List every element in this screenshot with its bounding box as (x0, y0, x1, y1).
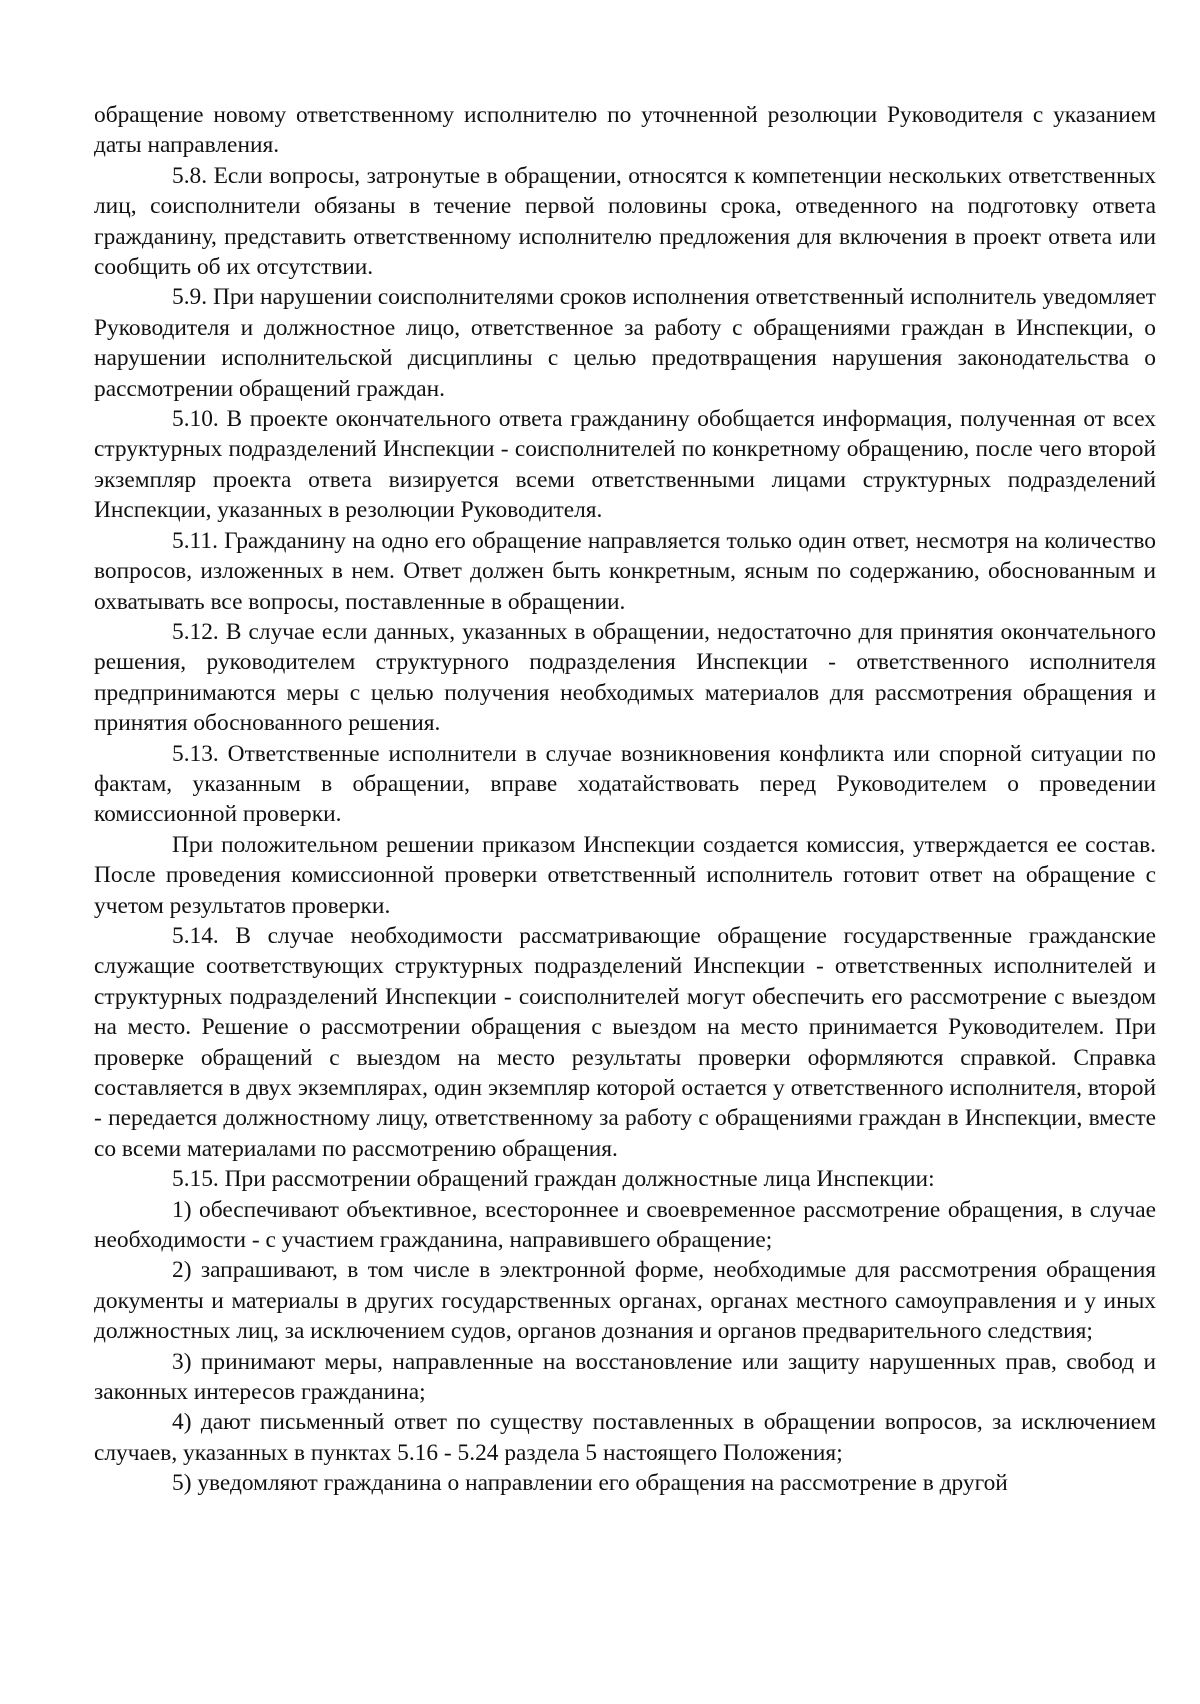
paragraph-5-8: 5.8. Если вопросы, затронутые в обращении, относятся к компетенции нескольких ответственных лиц, соисполнители обязаны в течение первой половины срока, отведенного на подготовку ответа гражданину, представить ответственному исполнителю предложения для включения в проект ответа или сообщить об их отсутствии. (94, 162, 1156, 281)
list-item-2: 2) запрашивают, в том числе в электронной форме, необходимые для рассмотрения обращения документы и материалы в других государственных органах, органах местного самоуправления и у иных должностных лиц, за исключением судов, органов дознания и органов предварительного следствия; (94, 1257, 1156, 1345)
list-item-4: 4) дают письменный ответ по существу поставленных в обращении вопросов, за исключением случаев, указанных в пунктах 5.16 - 5.24 раздела 5 настоящего Положения; (94, 1409, 1156, 1466)
paragraph-5-11: 5.11. Гражданину на одно его обращение направляется только один ответ, несмотря на количество вопросов, изложенных в нем. Ответ должен быть конкретным, ясным по содержанию, обоснованным и охватывать все вопросы, поставленные в обращении. (94, 527, 1156, 615)
list-item-3: 3) принимают меры, направленные на восстановление или защиту нарушенных прав, свобод и законных интересов гражданина; (94, 1348, 1156, 1406)
paragraph-5-9: 5.9. При нарушении соисполнителями сроков исполнения ответственный исполнитель уведомляет Руководителя и должностное лицо, ответственное за работу с обращениями граждан в Инспекции, о нарушении исполнительской дисциплины с целью предотвращения нарушения законодательства о рассмотрении обращений граждан. (94, 284, 1156, 402)
paragraph-continuation: обращение новому ответственному исполнителю по уточненной резолюции Руководителя с указанием даты направления. (94, 102, 1156, 159)
paragraph-5-15: 5.15. При рассмотрении обращений граждан должностные лица Инспекции: (172, 1166, 935, 1193)
paragraph-5-13-commission: При положительном решении приказом Инспекции создается комиссия, утверждается ее состав. После проведения комиссионной проверки ответственный исполнитель готовит ответ на обращение с учетом результатов проверки. (94, 831, 1156, 919)
paragraph-5-14: 5.14. В случае необходимости рассматривающие обращение государственные гражданские служащие соответствующих структурных подразделений Инспекции - ответственных исполнителей и структурных подразделений Инспекции - соисполнителей могут обеспечить его рассмотрение с выездом на место. Решение о рассмотрении обращения с выездом на место принимается Руководителем. При проверке обращений с выездом на место результаты проверки оформляются справкой. Справка составляется в двух экземплярах, один экземпляр которой остается у ответственного исполнителя, второй - передается должностному лицу, ответственному за работу с обращениями граждан в Инспекции, вместе со всеми материалами по рассмотрению обращения. (94, 922, 1156, 1162)
list-item-1: 1) обеспечивают объективное, всестороннее и своевременное рассмотрение обращения, в случае необходимости - с участием гражданина, направившего обращение; (94, 1196, 1156, 1254)
paragraph-5-12: 5.12. В случае если данных, указанных в обращении, недостаточно для принятия окончательного решения, руководителем структурного подразделения Инспекции - ответственного исполнителя предпринимаются меры с целью получения необходимых материалов для рассмотрения обращения и принятия обоснованного решения. (94, 618, 1156, 737)
list-item-5: 5) уведомляют гражданина о направлении его обращения на рассмотрение в другой (172, 1470, 1008, 1497)
document-page (94, 100, 1156, 1499)
paragraph-5-10: 5.10. В проекте окончательного ответа гражданину обобщается информация, полученная от всех структурных подразделений Инспекции - соисполнителей по конкретному обращению, после чего второй экземпляр проекта ответа визируется всеми ответственными лицами структурных подразделений Инспекции, указанных в резолюции Руководителя. (94, 406, 1156, 524)
paragraph-5-13: 5.13. Ответственные исполнители в случае возникновения конфликта или спорной ситуации по фактам, указанным в обращении, вправе ходатайствовать перед Руководителем о проведении комиссионной проверки. (94, 740, 1156, 828)
